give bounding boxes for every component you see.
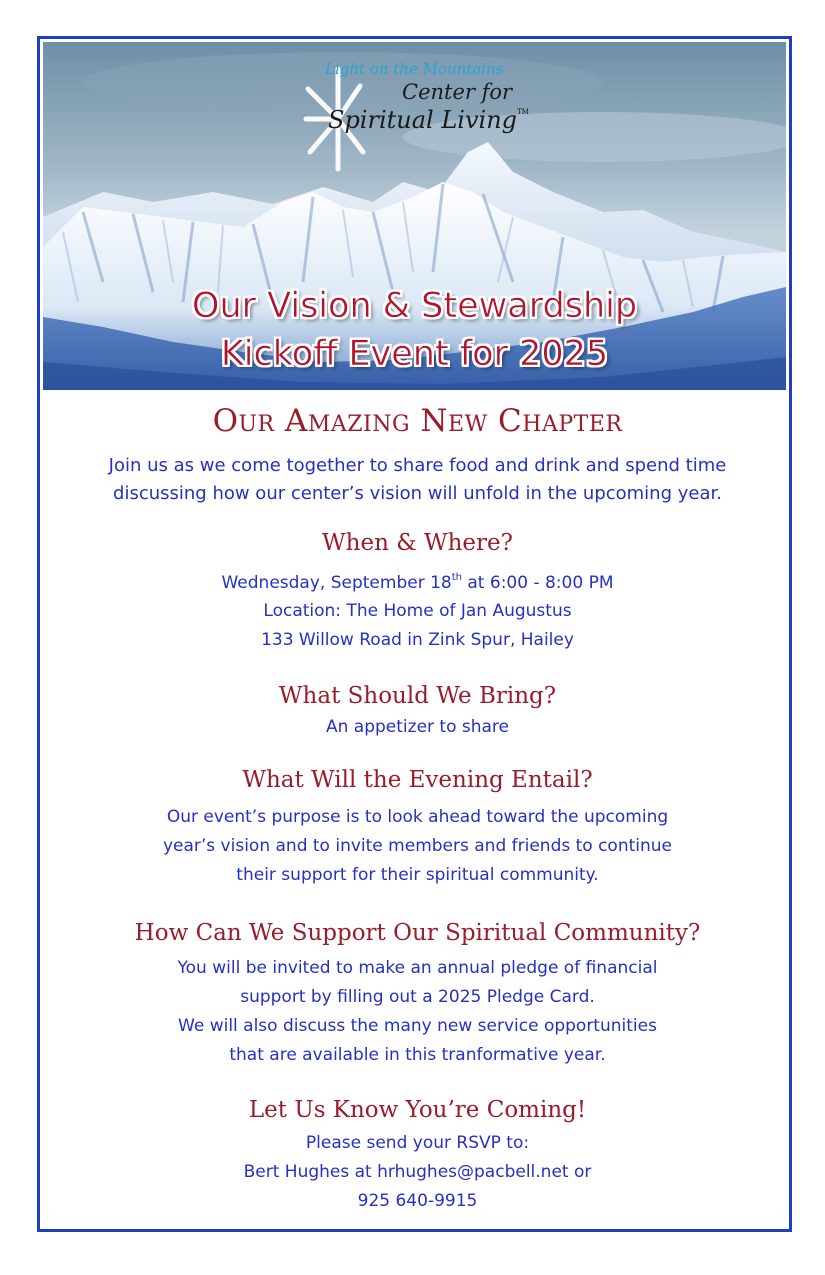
evening-line3: their support for their spiritual community. xyxy=(236,865,599,885)
event-location xyxy=(43,597,792,655)
rsvp-line1: Please send your RSVP to: xyxy=(305,1133,530,1153)
evening-line1: Our event’s purpose is to look ahead toward the upcoming xyxy=(166,807,669,827)
evening-heading: What Will the Evening Entail? xyxy=(242,767,593,793)
rsvp-phone[interactable]: 925 640-9915 xyxy=(357,1191,478,1211)
evening-text xyxy=(43,803,792,890)
logo xyxy=(298,58,558,178)
logo-line3: Spiritual Living™ xyxy=(328,106,529,134)
support-line2: support by filling out a 2025 Pledge Card. xyxy=(240,987,595,1007)
support-heading: How Can We Support Our Spiritual Community? xyxy=(134,920,701,946)
location-line1: Location: The Home of Jan Augustus xyxy=(263,601,572,621)
hero-title-line1: Our Vision & Stewardship xyxy=(191,286,638,326)
intro-text xyxy=(43,452,792,508)
support-line4: that are available in this tranformative year. xyxy=(229,1045,606,1065)
flyer-frame xyxy=(37,36,792,1232)
hero-banner xyxy=(43,42,786,390)
rsvp-heading: Let Us Know You’re Coming! xyxy=(248,1097,587,1123)
logo-line1: Light on the Mountains xyxy=(325,60,504,78)
rsvp-contact[interactable]: Bert Hughes at hrhughes@pacbell.net or xyxy=(243,1162,592,1182)
when-heading: When & Where? xyxy=(322,530,513,556)
intro-line1: Join us as we come together to share food and drink and spend time xyxy=(108,455,727,476)
location-line2: 133 Willow Road in Zink Spur, Hailey xyxy=(261,630,574,650)
trademark: TM xyxy=(517,108,529,116)
intro-line2: discussing how our center’s vision will unfold in the upcoming year. xyxy=(113,483,722,504)
support-text xyxy=(43,954,792,1070)
bring-heading: What Should We Bring? xyxy=(278,683,557,709)
evening-line2: year’s vision and to invite members and friends to continue xyxy=(162,836,673,856)
bring-text: An appetizer to share xyxy=(325,717,510,737)
chapter-heading: Our Amazing New Chapter xyxy=(212,403,623,439)
support-line3: We will also discuss the many new service opportunities xyxy=(178,1016,657,1036)
rsvp-text xyxy=(43,1129,792,1216)
event-date: Wednesday, September 18th at 6:00 - 8:00 PM xyxy=(221,572,614,593)
logo-line2: Center for xyxy=(402,80,513,104)
hero-title-line2: Kickoff Event for 2025 xyxy=(220,334,609,374)
support-line1: You will be invited to make an annual pledge of financial xyxy=(177,958,658,978)
